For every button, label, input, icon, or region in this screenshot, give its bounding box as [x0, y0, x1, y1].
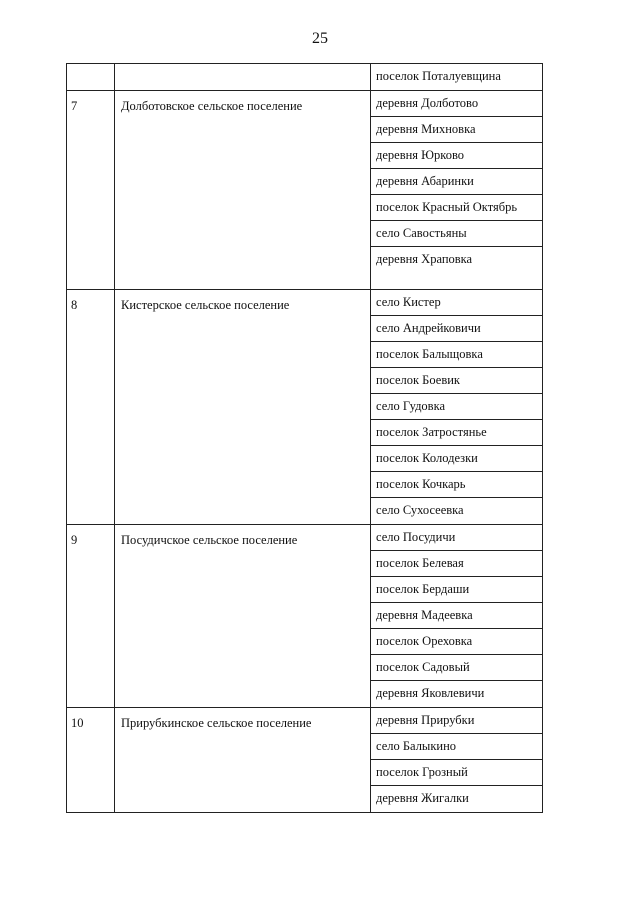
settlement-item: поселок Поталуевщина: [376, 69, 501, 83]
municipality-name: Кистерское сельское поселение: [115, 290, 371, 525]
municipality-name: [115, 64, 371, 91]
settlement-item: поселок Колодезки: [371, 446, 542, 472]
settlement-item: село Посудичи: [371, 525, 542, 551]
table-row: [67, 64, 543, 91]
settlements-table: [66, 63, 543, 813]
settlement-list: [371, 64, 543, 91]
settlement-item: поселок Затростянье: [371, 420, 542, 446]
settlement-item: село Савостьяны: [371, 221, 542, 247]
page-number: 25: [312, 30, 328, 47]
table-row: [67, 708, 543, 813]
settlement-item: село Балыкино: [371, 734, 542, 760]
settlement-item: поселок Ореховка: [371, 629, 542, 655]
row-number: 8: [67, 290, 115, 525]
settlement-item: село Кистер: [371, 290, 542, 316]
settlement-item: деревня Михновка: [371, 117, 542, 143]
settlement-item: поселок Садовый: [371, 655, 542, 681]
table-row: [67, 91, 543, 290]
settlement-item: село Андрейковичи: [371, 316, 542, 342]
settlement-list: [371, 91, 543, 290]
settlement-item: поселок Грозный: [371, 760, 542, 786]
settlement-item: деревня Прирубки: [371, 708, 542, 734]
settlement-item: деревня Храповка: [376, 252, 473, 266]
settlement-item: село Гудовка: [371, 394, 542, 420]
settlement-item: деревня Яковлевичи: [376, 686, 485, 700]
table-row: [67, 290, 543, 525]
municipality-name: Долботовское сельское поселение: [115, 91, 371, 290]
municipality-name: Посудичское сельское поселение: [115, 525, 371, 708]
settlement-item: деревня Долботово: [371, 91, 542, 117]
row-number: [67, 64, 115, 91]
settlement-item: поселок Боевик: [371, 368, 542, 394]
settlement-list: [371, 290, 543, 525]
settlement-item: поселок Красный Октябрь: [371, 195, 542, 221]
table-row: [67, 525, 543, 708]
settlement-item: поселок Бердаши: [371, 577, 542, 603]
row-number: 10: [67, 708, 115, 813]
settlement-list: [371, 525, 543, 708]
settlement-item: деревня Жигалки: [376, 791, 469, 805]
settlement-item: деревня Юрково: [371, 143, 542, 169]
municipality-name: Прирубкинское сельское поселение: [115, 708, 371, 813]
settlement-item: село Сухосеевка: [376, 503, 464, 517]
settlement-item: деревня Абаринки: [371, 169, 542, 195]
settlement-item: поселок Белевая: [371, 551, 542, 577]
settlement-item: деревня Мадеевка: [371, 603, 542, 629]
settlement-list: [371, 708, 543, 813]
row-number: 7: [67, 91, 115, 290]
settlement-item: поселок Балыщовка: [371, 342, 542, 368]
row-number: 9: [67, 525, 115, 708]
settlement-item: поселок Кочкарь: [371, 472, 542, 498]
